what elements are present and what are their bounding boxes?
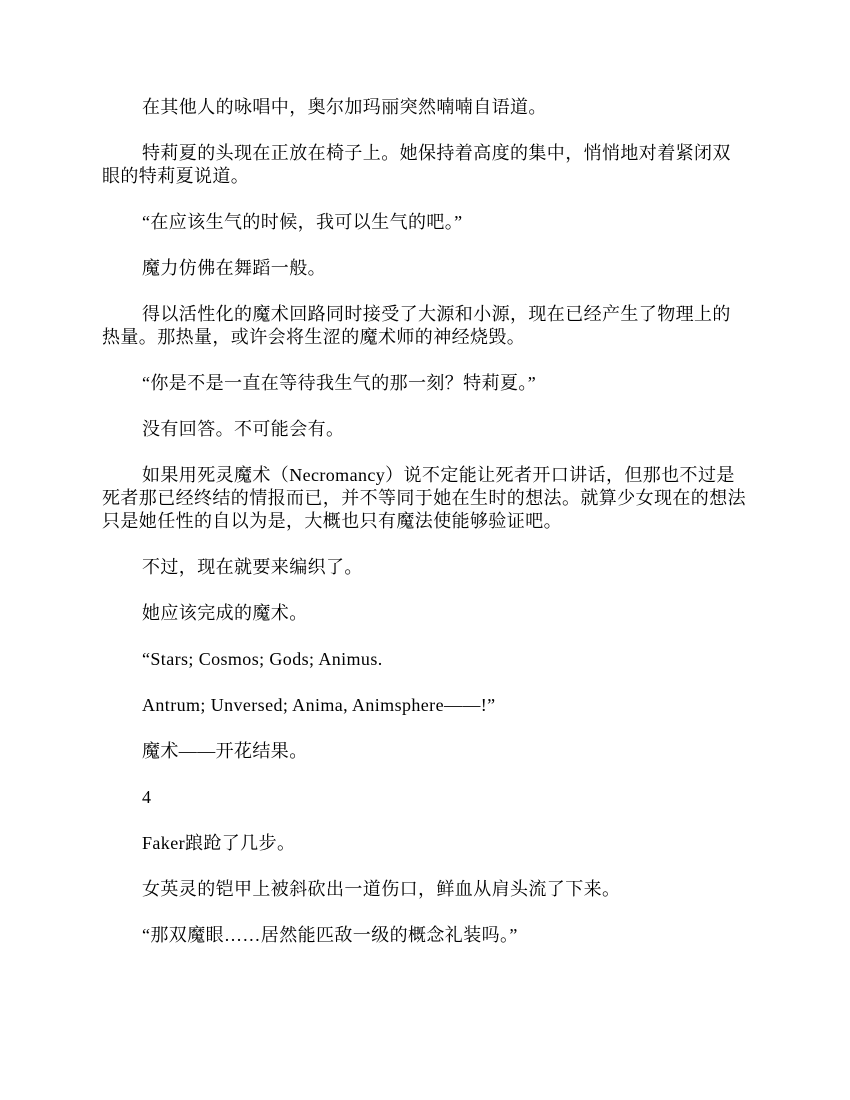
paragraph: 不过，现在就要来编织了。 [142, 557, 363, 577]
section-number: 4 [142, 787, 152, 807]
paragraph: 得以活性化的魔术回路同时接受了大源和小源，现在已经产生了物理上的热量。那热量，或许会将生涩的魔术师的神经烧毁。 [102, 304, 731, 347]
paragraph: 没有回答。不可能会有。 [142, 419, 345, 439]
paragraph: 如果用死灵魔术（Necromancy）说不定能让死者开口讲话，但那也不过是死者那已经终结的情报而已，并不等同于她在生时的想法。就算少女现在的想法只是她任性的自以为是，大概也只有魔法使能够验证吧。 [102, 465, 746, 531]
paragraph: 特莉夏的头现在正放在椅子上。她保持着高度的集中，悄悄地对着紧闭双眼的特莉夏说道。 [102, 143, 731, 186]
paragraph: 魔术——开花结果。 [142, 741, 308, 761]
paragraph: Faker踉跄了几步。 [142, 833, 296, 853]
paragraph: 她应该完成的魔术。 [142, 603, 308, 623]
document-page [102, 96, 748, 970]
paragraph: 魔力仿佛在舞蹈一般。 [142, 258, 326, 278]
paragraph: 在其他人的咏唱中，奥尔加玛丽突然喃喃自语道。 [142, 97, 547, 117]
incantation-line: “Stars; Cosmos; Gods; Animus. [142, 649, 383, 669]
dialogue-paragraph: “那双魔眼……居然能匹敌一级的概念礼装吗。” [142, 925, 518, 945]
incantation-line: Antrum; Unversed; Anima, Animsphere——!” [142, 695, 496, 715]
paragraph: 女英灵的铠甲上被斜砍出一道伤口，鲜血从肩头流了下来。 [142, 879, 621, 899]
dialogue-paragraph: “你是不是一直在等待我生气的那一刻？特莉夏。” [142, 373, 537, 393]
dialogue-paragraph: “在应该生气的时候，我可以生气的吧。” [142, 212, 463, 232]
